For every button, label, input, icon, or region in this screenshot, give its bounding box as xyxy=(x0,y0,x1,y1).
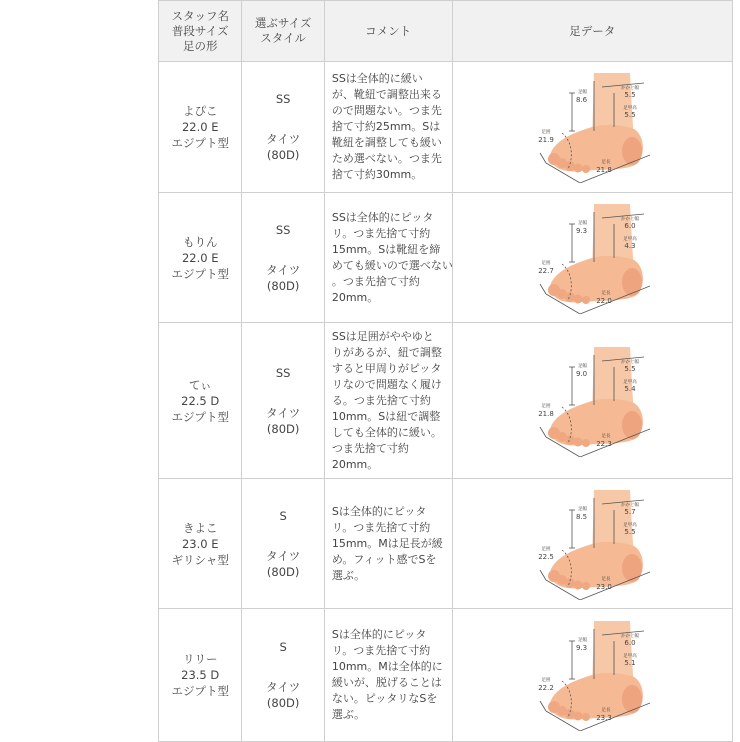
comment-line: 選ぶ。 xyxy=(331,568,366,582)
foot-width-label: 足幅 xyxy=(578,90,588,95)
table-row xyxy=(159,323,733,479)
comment-line: 。つま先捨て寸約 xyxy=(331,274,420,288)
comment-line: ため選べない。つま先 xyxy=(331,152,442,165)
heel-width-label: かかと幅 xyxy=(621,634,640,639)
instep-height-value: 4.3 xyxy=(624,241,636,250)
foot-width-label: 足幅 xyxy=(578,506,588,512)
comment-line: る。つま先捨て寸約 xyxy=(331,393,431,407)
header-size: 選ぶサイズ スタイル xyxy=(242,1,324,62)
comment-cell xyxy=(324,609,452,742)
foot-circumference-value: 22.2 xyxy=(538,684,555,692)
header-comment: コメント xyxy=(324,1,452,62)
heel-width-value: 6.0 xyxy=(624,639,636,647)
instep-height-label: 足甲高 xyxy=(623,654,637,659)
foot-length-value: 21.8 xyxy=(596,166,613,174)
foot-measurement-illustration xyxy=(532,345,652,457)
instep-height-value: 5.5 xyxy=(624,111,636,119)
foot-width-value: 9.3 xyxy=(576,226,588,235)
staff-name: てぃ xyxy=(188,377,212,392)
size-style-cell xyxy=(242,62,324,193)
comment-cell xyxy=(324,62,452,193)
foot-width-value: 9.3 xyxy=(576,644,588,652)
heel-width-label: かかと幅 xyxy=(621,216,640,222)
heel-width-label: かかと幅 xyxy=(621,502,640,508)
foot-data-cell xyxy=(452,323,733,479)
chosen-size: S xyxy=(279,508,287,523)
table-row xyxy=(159,62,733,193)
foot-length-value: 23.3 xyxy=(596,714,613,722)
denier-label: (80D) xyxy=(266,421,300,436)
comment-line: りがあるが、紐で調整 xyxy=(331,345,442,359)
table-row xyxy=(159,609,733,742)
heel-width-label: かかと幅 xyxy=(621,359,640,365)
staff-name: もりん xyxy=(182,234,218,249)
staff-shape: エジプト型 xyxy=(171,684,229,698)
instep-height-value: 5.4 xyxy=(624,384,636,393)
heel-width-value: 5.7 xyxy=(624,507,636,516)
style-label: タイツ xyxy=(265,680,301,694)
denier-label: (80D) xyxy=(266,278,300,293)
staff-name: よぴこ xyxy=(182,104,218,118)
foot-data-cell xyxy=(452,193,733,323)
table-row xyxy=(159,193,733,323)
staff-shape: エジプト型 xyxy=(171,136,229,150)
heel-width-value: 5.5 xyxy=(624,91,636,99)
foot-measurement-illustration xyxy=(532,488,652,600)
size-style-cell xyxy=(242,193,324,323)
heel-width-value: 6.0 xyxy=(624,221,636,230)
foot-width-value: 8.5 xyxy=(576,512,588,521)
size-comparison-table xyxy=(158,0,733,742)
staff-size: 22.0 E xyxy=(181,250,219,265)
foot-length-label: 足長 xyxy=(601,708,611,713)
comment-line: 20mm。 xyxy=(331,290,379,304)
comment-line: 10mm。Sは紐で調整 xyxy=(331,409,441,423)
foot-width-label: 足幅 xyxy=(578,220,588,226)
chosen-size: S xyxy=(279,640,287,654)
foot-length-label: 足長 xyxy=(601,576,611,582)
heel-width-label: かかと幅 xyxy=(621,86,640,91)
staff-name: リリー xyxy=(182,652,218,666)
comment-line: 捨て寸約30mm。 xyxy=(331,168,423,181)
size-style-cell xyxy=(242,479,324,609)
staff-cell xyxy=(159,62,242,193)
header-staff: スタッフ名 普段サイズ 足の形 xyxy=(159,1,242,62)
comment-line: すると甲周りがピッタ xyxy=(331,361,442,375)
comment-line: め。フィット感でSを xyxy=(331,552,437,566)
foot-circumference-value: 21.8 xyxy=(538,409,555,418)
comment-line: 15mm。Sは靴紐を締 xyxy=(331,242,441,256)
foot-circumference-label: 足囲 xyxy=(541,678,551,683)
instep-height-value: 5.5 xyxy=(624,527,636,536)
foot-circumference-value: 22.5 xyxy=(538,552,555,561)
foot-length-label: 足長 xyxy=(601,433,611,439)
comment-line: しても全体的に緩い。 xyxy=(331,425,442,439)
foot-width-value: 8.6 xyxy=(576,96,588,104)
instep-height-label: 足甲高 xyxy=(623,379,637,385)
staff-cell xyxy=(159,609,242,742)
foot-circumference-label: 足囲 xyxy=(541,546,551,552)
style-label: タイツ xyxy=(265,262,301,277)
comment-cell xyxy=(324,323,452,479)
size-style-cell xyxy=(242,609,324,742)
comment-line: SSは全体的に緩い xyxy=(331,72,423,85)
comment-line: リ。つま先捨て寸約 xyxy=(331,520,431,534)
instep-height-label: 足甲高 xyxy=(623,522,637,528)
comment-line: Sは全体的にピッタ xyxy=(331,504,427,518)
foot-length-value: 23.0 xyxy=(596,582,613,591)
comment-line: リなので問題なく履け xyxy=(331,377,442,391)
staff-cell xyxy=(159,479,242,609)
instep-height-label: 足甲高 xyxy=(623,236,637,242)
staff-size: 23.0 E xyxy=(181,536,219,551)
comment-cell xyxy=(324,479,452,609)
denier-label: (80D) xyxy=(266,696,300,710)
denier-label: (80D) xyxy=(266,564,300,579)
staff-shape: エジプト型 xyxy=(171,409,229,424)
staff-shape: エジプト型 xyxy=(171,266,229,281)
comment-cell xyxy=(324,193,452,323)
comment-line: 緩いが、脱げることは xyxy=(331,676,442,689)
style-label: タイツ xyxy=(265,548,301,563)
chosen-size: SS xyxy=(275,222,291,237)
comment-line: ので問題ない。つま先 xyxy=(331,104,442,117)
foot-width-label: 足幅 xyxy=(578,363,588,369)
foot-length-value: 22.0 xyxy=(596,296,613,305)
foot-circumference-value: 21.9 xyxy=(538,136,555,144)
staff-cell xyxy=(159,323,242,479)
staff-name: きよこ xyxy=(182,520,218,535)
header-foot-data: 足データ xyxy=(452,1,733,62)
style-label: タイツ xyxy=(265,132,301,146)
comment-line: ない。ピッタリなSを xyxy=(331,692,438,705)
instep-height-value: 5.1 xyxy=(624,659,636,667)
foot-measurement-illustration xyxy=(532,202,652,314)
staff-size: 23.5 D xyxy=(181,668,220,682)
denier-label: (80D) xyxy=(266,148,300,162)
comment-line: リ。つま先捨て寸約 xyxy=(331,226,431,240)
foot-circumference-value: 22.7 xyxy=(538,266,555,275)
foot-length-value: 22.3 xyxy=(596,439,613,448)
foot-data-cell xyxy=(452,609,733,742)
staff-cell xyxy=(159,193,242,323)
table-row xyxy=(159,479,733,609)
comment-line: めても緩いので選べない xyxy=(331,258,453,272)
header-row xyxy=(159,1,733,62)
foot-measurement-illustration xyxy=(532,71,652,183)
foot-measurement-illustration xyxy=(532,619,652,731)
foot-circumference-label: 足囲 xyxy=(541,130,551,135)
comment-line: SSは足囲がややゆと xyxy=(331,329,434,343)
foot-data-cell xyxy=(452,62,733,193)
chosen-size: SS xyxy=(275,92,291,106)
foot-width-value: 9.0 xyxy=(576,369,588,378)
comment-line: リ。つま先捨て寸約 xyxy=(331,644,431,657)
foot-length-label: 足長 xyxy=(601,290,611,296)
staff-shape: ギリシャ型 xyxy=(171,552,229,567)
staff-size: 22.5 D xyxy=(181,393,220,408)
comment-line: SSは全体的にピッタ xyxy=(331,210,434,224)
instep-height-label: 足甲高 xyxy=(623,106,637,111)
foot-width-label: 足幅 xyxy=(578,638,588,643)
foot-length-label: 足長 xyxy=(601,160,611,165)
foot-data-cell xyxy=(452,479,733,609)
comment-line: 20mm。 xyxy=(331,457,379,471)
comment-line: 15mm。Mは足長が緩 xyxy=(331,536,443,550)
comment-line: 靴紐を調整しても緩い xyxy=(331,136,442,149)
heel-width-value: 5.5 xyxy=(624,364,636,373)
foot-circumference-label: 足囲 xyxy=(541,403,551,409)
comment-line: が、靴紐で調整出来る xyxy=(331,88,442,101)
comment-line: 選ぶ。 xyxy=(331,708,366,721)
comment-line: 捨て寸約25mm。Sは xyxy=(331,120,441,133)
style-label: タイツ xyxy=(265,405,301,420)
comment-line: 10mm。Mは全体的に xyxy=(331,660,443,673)
chosen-size: SS xyxy=(275,365,291,380)
comment-line: つま先捨て寸約 xyxy=(331,441,409,455)
staff-size: 22.0 E xyxy=(181,120,219,134)
comment-line: Sは全体的にピッタ xyxy=(331,628,427,641)
foot-circumference-label: 足囲 xyxy=(541,260,551,266)
size-style-cell xyxy=(242,323,324,479)
